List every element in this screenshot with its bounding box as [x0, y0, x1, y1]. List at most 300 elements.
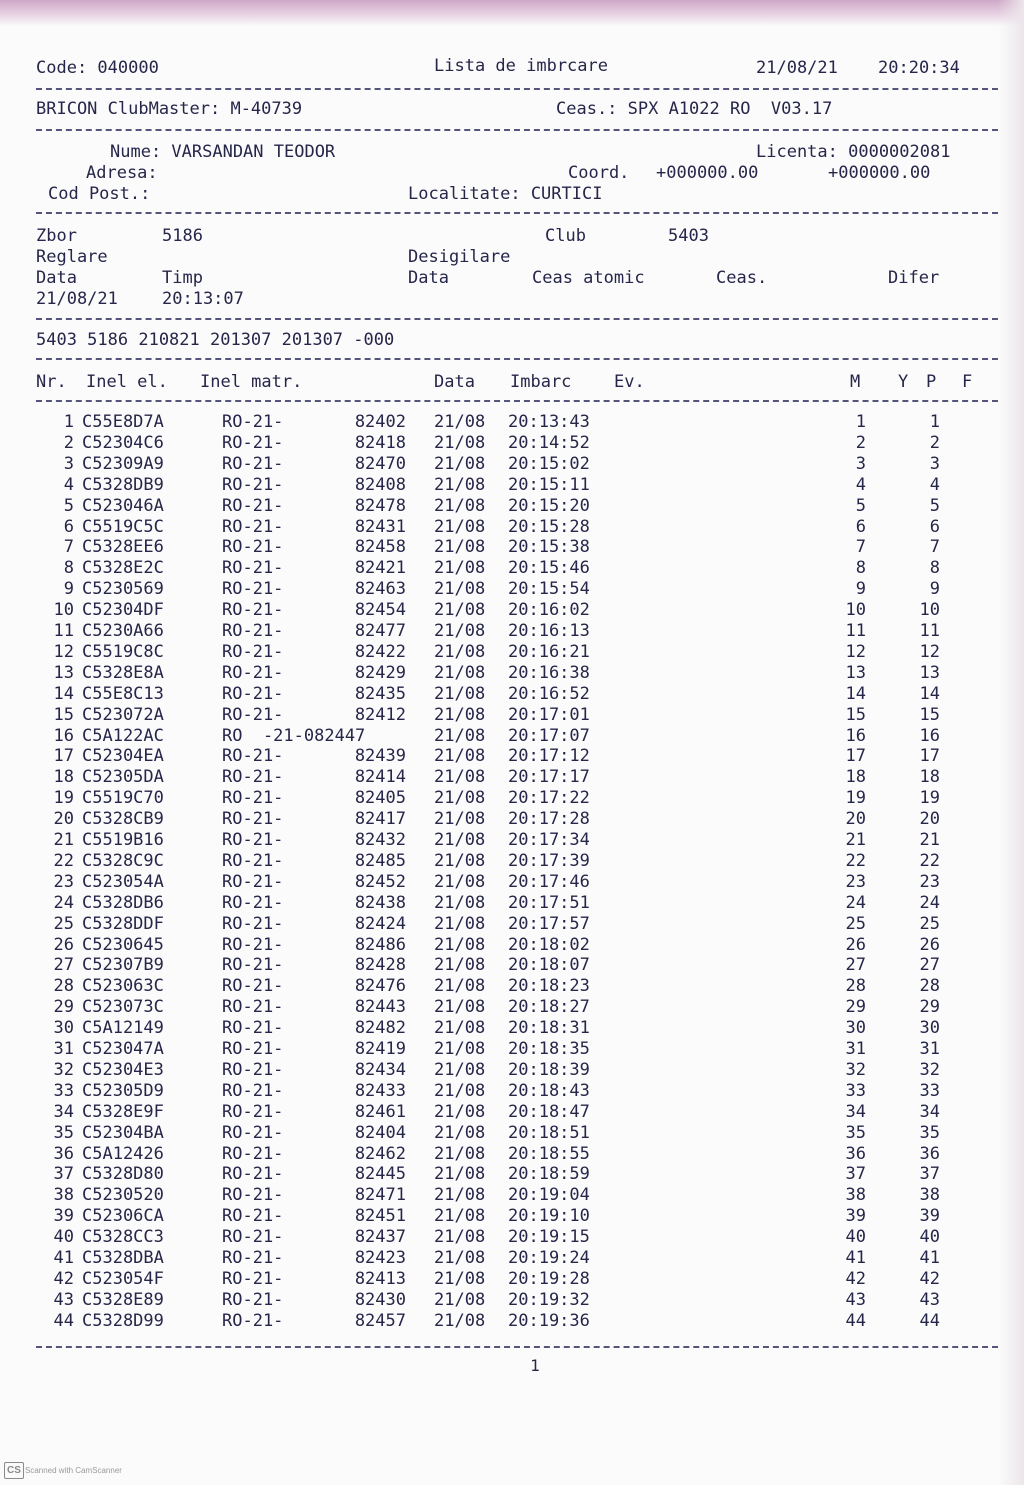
- col-header-ev: Ev.: [614, 372, 645, 392]
- cell-el: C52305DA: [82, 767, 164, 788]
- cell-el: C5328D80: [82, 1164, 164, 1185]
- cell-num: 82428: [354, 955, 406, 976]
- table-row: [0, 663, 1024, 684]
- cell-ring: RO-21-: [222, 934, 284, 955]
- cell-date: 21/08: [434, 1080, 486, 1101]
- document-title: Lista de imbrcare: [434, 56, 608, 76]
- cell-date: 21/08: [434, 871, 486, 892]
- cell-num: 82486: [354, 934, 406, 955]
- cell-ring: RO-21-: [222, 1164, 284, 1185]
- cell-el: C523063C: [82, 976, 164, 997]
- cell-m: 2: [855, 432, 866, 453]
- cell-time: 20:17:17: [508, 767, 590, 788]
- cell-date: 21/08: [434, 788, 486, 809]
- table-row: [0, 872, 1024, 893]
- cell-nr: 14: [53, 683, 74, 704]
- table-row: [0, 935, 1024, 956]
- cell-time: 20:15:54: [508, 579, 590, 600]
- cell-nr: 5: [63, 495, 74, 516]
- cell-nr: 35: [53, 1122, 74, 1143]
- table-row: [0, 537, 1024, 558]
- cell-m: 19: [845, 788, 866, 809]
- cell-m: 8: [855, 558, 866, 579]
- cell-num: 82421: [354, 558, 406, 579]
- cell-date: 21/08: [434, 809, 486, 830]
- cell-el: C5A12426: [82, 1143, 164, 1164]
- table-row: [0, 809, 1024, 830]
- cell-p: 15: [919, 704, 940, 725]
- divider: [36, 88, 998, 90]
- col-header-inel-matr: Inel matr.: [200, 372, 303, 392]
- cell-date: 21/08: [434, 997, 486, 1018]
- cell-ring: RO-21-: [222, 453, 284, 474]
- cell-p: 42: [919, 1268, 940, 1289]
- cell-m: 18: [845, 767, 866, 788]
- camscanner-logo: CS: [4, 1462, 24, 1479]
- cell-num: 82402: [354, 412, 406, 432]
- cell-time: 20:18:35: [508, 1039, 590, 1059]
- cell-date: 21/08: [434, 1227, 486, 1248]
- table-row: [0, 1081, 1024, 1102]
- cell-time: 20:17:22: [508, 788, 590, 809]
- locality: Localitate: CURTICI: [408, 184, 603, 204]
- col-header-p: P: [926, 372, 937, 392]
- cell-p: 28: [919, 976, 940, 997]
- cell-date: 21/08: [434, 453, 486, 474]
- cell-m: 12: [845, 641, 866, 662]
- cell-time: 20:19:24: [508, 1248, 590, 1268]
- cell-time: 20:19:28: [508, 1268, 590, 1289]
- cell-date: 21/08: [434, 683, 486, 704]
- cell-date: 21/08: [434, 934, 486, 955]
- table-row: [0, 412, 1024, 433]
- cell-p: 39: [919, 1206, 940, 1227]
- cell-time: 20:19:36: [508, 1310, 590, 1331]
- cell-date: 21/08: [434, 495, 486, 516]
- cell-el: C5328DDF: [82, 913, 164, 934]
- coord-y: +000000.00: [828, 163, 931, 183]
- cell-num: 82451: [354, 1206, 406, 1227]
- cell-time: 20:18:39: [508, 1059, 590, 1080]
- cell-num: 82477: [354, 621, 406, 641]
- cell-p: 21: [919, 830, 940, 850]
- cell-date: 21/08: [434, 955, 486, 976]
- divider: [36, 212, 998, 214]
- cell-nr: 1: [63, 412, 74, 432]
- divider: [36, 129, 998, 131]
- cell-date: 21/08: [434, 1122, 486, 1143]
- cell-nr: 16: [53, 725, 74, 746]
- col-header-data: Data: [434, 372, 475, 392]
- cell-time: 20:18:27: [508, 997, 590, 1018]
- data-label: Data: [36, 268, 77, 288]
- cell-m: 35: [845, 1122, 866, 1143]
- cell-date: 21/08: [434, 704, 486, 725]
- cell-p: 41: [919, 1248, 940, 1268]
- cell-num: 82439: [354, 746, 406, 767]
- cell-m: 33: [845, 1080, 866, 1101]
- cell-nr: 13: [53, 662, 74, 683]
- cell-date: 21/08: [434, 1310, 486, 1331]
- cell-num: 82431: [354, 516, 406, 537]
- cell-time: 20:18:47: [508, 1101, 590, 1122]
- cell-p: 40: [919, 1227, 940, 1248]
- cell-date: 21/08: [434, 1018, 486, 1039]
- cell-el: C5230645: [82, 934, 164, 955]
- cell-p: 12: [919, 641, 940, 662]
- cell-ring: RO-21-: [222, 683, 284, 704]
- cell-el: C55E8C13: [82, 683, 164, 704]
- cell-ring: RO-21-: [222, 1206, 284, 1227]
- cell-m: 1: [855, 412, 866, 432]
- cell-num: 82471: [354, 1185, 406, 1206]
- owner-name: Nume: VARSANDAN TEODOR: [110, 142, 336, 162]
- cell-el: C5519B16: [82, 830, 164, 850]
- desigilare-label: Desigilare: [408, 247, 511, 267]
- table-row: [0, 976, 1024, 997]
- cell-time: 20:17:46: [508, 871, 590, 892]
- cell-el: C523054F: [82, 1268, 164, 1289]
- cell-nr: 11: [53, 621, 74, 641]
- cell-nr: 6: [63, 516, 74, 537]
- cell-el: C52304DF: [82, 600, 164, 621]
- cell-nr: 36: [53, 1143, 74, 1164]
- cell-el: C52305D9: [82, 1080, 164, 1101]
- difer-label: Difer: [888, 268, 940, 288]
- cell-nr: 37: [53, 1164, 74, 1185]
- cell-nr: 39: [53, 1206, 74, 1227]
- table-row: [0, 955, 1024, 976]
- cell-time: 20:15:11: [508, 474, 590, 495]
- cell-nr: 43: [53, 1289, 74, 1310]
- cell-num: 82443: [354, 997, 406, 1018]
- cell-m: 15: [845, 704, 866, 725]
- cell-ring: RO-21-: [222, 704, 284, 725]
- code-line: 5403 5186 210821 201307 201307 -000: [36, 330, 395, 350]
- cell-ring: RO-21-: [222, 1059, 284, 1080]
- cell-el: C5A122AC: [82, 725, 164, 746]
- cell-date: 21/08: [434, 1143, 486, 1164]
- cell-p: 26: [919, 934, 940, 955]
- cell-num: 82405: [354, 788, 406, 809]
- cell-ring: RO-21-: [222, 537, 284, 558]
- cell-time: 20:18:55: [508, 1143, 590, 1164]
- cell-num: 82478: [354, 495, 406, 516]
- table-row: [0, 558, 1024, 579]
- cell-p: 31: [919, 1039, 940, 1059]
- table-row: [0, 746, 1024, 767]
- cell-num: 82430: [354, 1289, 406, 1310]
- table-row: [0, 767, 1024, 788]
- cell-p: 25: [919, 913, 940, 934]
- cell-el: C523073C: [82, 997, 164, 1018]
- cell-ring: RO-21-: [222, 432, 284, 453]
- cell-ring: RO-21-: [222, 1268, 284, 1289]
- divider: [36, 358, 998, 360]
- cell-nr: 20: [53, 809, 74, 830]
- table-row: [0, 454, 1024, 475]
- table-row: [0, 496, 1024, 517]
- cell-nr: 21: [53, 830, 74, 850]
- cell-time: 20:16:38: [508, 662, 590, 683]
- cell-num: 82476: [354, 976, 406, 997]
- cell-ring: RO-21-: [222, 662, 284, 683]
- cell-ring: RO-21-: [222, 976, 284, 997]
- cell-nr: 24: [53, 892, 74, 913]
- cell-ring: RO-21-: [222, 955, 284, 976]
- cell-m: 10: [845, 600, 866, 621]
- cell-m: 4: [855, 474, 866, 495]
- table-row: [0, 997, 1024, 1018]
- cell-date: 21/08: [434, 1206, 486, 1227]
- cell-ring: RO-21-: [222, 1018, 284, 1039]
- col-header-inel-el: Inel el.: [86, 372, 168, 392]
- cell-num: 82437: [354, 1227, 406, 1248]
- cell-p: 36: [919, 1143, 940, 1164]
- cell-el: C5519C8C: [82, 641, 164, 662]
- cell-time: 20:15:38: [508, 537, 590, 558]
- col-header-imbarc: Imbarc: [510, 372, 572, 392]
- data2-label: Data: [408, 268, 449, 288]
- cell-ring: RO-21-: [222, 746, 284, 767]
- cell-time: 20:19:15: [508, 1227, 590, 1248]
- table-row: [0, 726, 1024, 747]
- cell-nr: 9: [63, 579, 74, 600]
- cell-el: C523054A: [82, 871, 164, 892]
- cell-date: 21/08: [434, 432, 486, 453]
- cell-num: 82414: [354, 767, 406, 788]
- cell-ring: RO-21-: [222, 871, 284, 892]
- cell-m: 34: [845, 1101, 866, 1122]
- cell-time: 20:17:28: [508, 809, 590, 830]
- cell-time: 20:19:10: [508, 1206, 590, 1227]
- cell-date: 21/08: [434, 892, 486, 913]
- cell-ring: RO-21-: [222, 495, 284, 516]
- cell-ring: RO-21-: [222, 1248, 284, 1268]
- cell-p: 23: [919, 871, 940, 892]
- cell-el: C5328C9C: [82, 850, 164, 871]
- cell-ring: RO-21-: [222, 892, 284, 913]
- table-row: [0, 684, 1024, 705]
- cell-m: 41: [845, 1248, 866, 1268]
- cell-num: 82433: [354, 1080, 406, 1101]
- cell-nr: 41: [53, 1248, 74, 1268]
- cell-nr: 34: [53, 1101, 74, 1122]
- divider: [36, 318, 998, 320]
- cell-ring: RO-21-: [222, 1227, 284, 1248]
- cell-p: 1: [929, 412, 940, 432]
- cell-p: 10: [919, 600, 940, 621]
- cell-m: 43: [845, 1289, 866, 1310]
- cell-m: 32: [845, 1059, 866, 1080]
- cell-m: 24: [845, 892, 866, 913]
- cell-p: 2: [929, 432, 940, 453]
- license: Licenta: 0000002081: [756, 142, 951, 162]
- cell-ring: RO-21-: [222, 1143, 284, 1164]
- set-time: 20:13:07: [162, 289, 244, 309]
- table-row: [0, 705, 1024, 726]
- cell-ring: RO-21-: [222, 412, 284, 432]
- cell-el: C52309A9: [82, 453, 164, 474]
- cell-p: 3: [929, 453, 940, 474]
- table-row: [0, 642, 1024, 663]
- cell-m: 14: [845, 683, 866, 704]
- cell-ring: RO-21-: [222, 1185, 284, 1206]
- cell-num: 82457: [354, 1310, 406, 1331]
- table-row: [0, 475, 1024, 496]
- cell-num: 82470: [354, 453, 406, 474]
- cell-p: 30: [919, 1018, 940, 1039]
- reglare-label: Reglare: [36, 247, 108, 267]
- device-id: BRICON ClubMaster: M-40739: [36, 99, 303, 119]
- zbor-value: 5186: [162, 226, 203, 246]
- cell-el: C52306CA: [82, 1206, 164, 1227]
- cell-date: 21/08: [434, 850, 486, 871]
- cell-date: 21/08: [434, 537, 486, 558]
- cell-m: 26: [845, 934, 866, 955]
- divider: [36, 400, 998, 402]
- cell-date: 21/08: [434, 1185, 486, 1206]
- cell-num: 82422: [354, 641, 406, 662]
- cell-num: 82485: [354, 850, 406, 871]
- cell-el: C52304C6: [82, 432, 164, 453]
- cell-m: 20: [845, 809, 866, 830]
- cell-time: 20:15:46: [508, 558, 590, 579]
- cell-time: 20:17:51: [508, 892, 590, 913]
- cell-time: 20:17:01: [508, 704, 590, 725]
- cell-num: 82445: [354, 1164, 406, 1185]
- cell-el: C5328DB9: [82, 474, 164, 495]
- cell-nr: 29: [53, 997, 74, 1018]
- cell-num: 82454: [354, 600, 406, 621]
- cell-el: C5328DBA: [82, 1248, 164, 1268]
- cell-time: 20:17:34: [508, 830, 590, 850]
- cell-ring: RO-21-: [222, 579, 284, 600]
- cell-m: 6: [855, 516, 866, 537]
- postcode-label: Cod Post.:: [48, 184, 151, 204]
- cell-p: 19: [919, 788, 940, 809]
- cell-ring: RO-21-: [222, 1289, 284, 1310]
- table-row: [0, 579, 1024, 600]
- cell-nr: 42: [53, 1268, 74, 1289]
- cell-p: 22: [919, 850, 940, 871]
- cell-el: C5519C5C: [82, 516, 164, 537]
- table-row: [0, 1290, 1024, 1311]
- table-row: [0, 1060, 1024, 1081]
- cell-date: 21/08: [434, 662, 486, 683]
- cell-time: 20:15:20: [508, 495, 590, 516]
- cell-nr: 7: [63, 537, 74, 558]
- cell-p: 32: [919, 1059, 940, 1080]
- cell-ring: RO -21-082447: [222, 725, 366, 746]
- table-row: [0, 1039, 1024, 1060]
- cell-num: 82424: [354, 913, 406, 934]
- table-row: [0, 1018, 1024, 1039]
- cell-date: 21/08: [434, 767, 486, 788]
- cell-date: 21/08: [434, 579, 486, 600]
- cell-num: 82461: [354, 1101, 406, 1122]
- cell-time: 20:18:23: [508, 976, 590, 997]
- cell-p: 4: [929, 474, 940, 495]
- cell-ring: RO-21-: [222, 788, 284, 809]
- cell-p: 27: [919, 955, 940, 976]
- cell-p: 43: [919, 1289, 940, 1310]
- table-row: [0, 788, 1024, 809]
- cell-nr: 44: [53, 1310, 74, 1331]
- cell-el: C5328CC3: [82, 1227, 164, 1248]
- table-row: [0, 1144, 1024, 1165]
- cell-date: 21/08: [434, 558, 486, 579]
- cell-num: 82404: [354, 1122, 406, 1143]
- cell-m: 7: [855, 537, 866, 558]
- cell-num: 82429: [354, 662, 406, 683]
- cell-time: 20:15:28: [508, 516, 590, 537]
- cell-m: 17: [845, 746, 866, 767]
- cell-ring: RO-21-: [222, 767, 284, 788]
- cell-m: 29: [845, 997, 866, 1018]
- cell-m: 39: [845, 1206, 866, 1227]
- table-row: [0, 1164, 1024, 1185]
- col-header-f: F: [962, 372, 973, 392]
- set-date: 21/08/21: [36, 289, 118, 309]
- cell-nr: 28: [53, 976, 74, 997]
- cell-time: 20:18:07: [508, 955, 590, 976]
- cell-ring: RO-21-: [222, 641, 284, 662]
- cell-el: C55E8D7A: [82, 412, 164, 432]
- cell-nr: 27: [53, 955, 74, 976]
- cell-el: C5328E89: [82, 1289, 164, 1310]
- cell-num: 82412: [354, 704, 406, 725]
- cell-m: 31: [845, 1039, 866, 1059]
- cell-p: 35: [919, 1122, 940, 1143]
- table-row: [0, 914, 1024, 935]
- cell-m: 37: [845, 1164, 866, 1185]
- cell-p: 6: [929, 516, 940, 537]
- cell-p: 17: [919, 746, 940, 767]
- cell-nr: 33: [53, 1080, 74, 1101]
- cell-m: 5: [855, 495, 866, 516]
- table-row: [0, 893, 1024, 914]
- cell-time: 20:17:39: [508, 850, 590, 871]
- cell-el: C5328DB6: [82, 892, 164, 913]
- table-row: [0, 621, 1024, 642]
- cell-ring: RO-21-: [222, 830, 284, 850]
- cell-date: 21/08: [434, 1268, 486, 1289]
- cell-nr: 3: [63, 453, 74, 474]
- cell-ring: RO-21-: [222, 600, 284, 621]
- table-row: [0, 1102, 1024, 1123]
- cell-nr: 30: [53, 1018, 74, 1039]
- cell-time: 20:16:13: [508, 621, 590, 641]
- col-header-nr: Nr.: [36, 372, 67, 392]
- cell-el: C52304EA: [82, 746, 164, 767]
- cell-p: 24: [919, 892, 940, 913]
- cell-el: C5230A66: [82, 621, 164, 641]
- cell-num: 82419: [354, 1039, 406, 1059]
- cell-p: 5: [929, 495, 940, 516]
- cell-date: 21/08: [434, 1164, 486, 1185]
- cell-nr: 23: [53, 871, 74, 892]
- cell-el: C523046A: [82, 495, 164, 516]
- cell-p: 33: [919, 1080, 940, 1101]
- cell-date: 21/08: [434, 1289, 486, 1310]
- cell-el: C52307B9: [82, 955, 164, 976]
- cell-date: 21/08: [434, 641, 486, 662]
- cell-num: 82417: [354, 809, 406, 830]
- table-row: [0, 851, 1024, 872]
- clock-id: Ceas.: SPX A1022 RO V03.17: [556, 99, 833, 119]
- cell-m: 21: [845, 830, 866, 850]
